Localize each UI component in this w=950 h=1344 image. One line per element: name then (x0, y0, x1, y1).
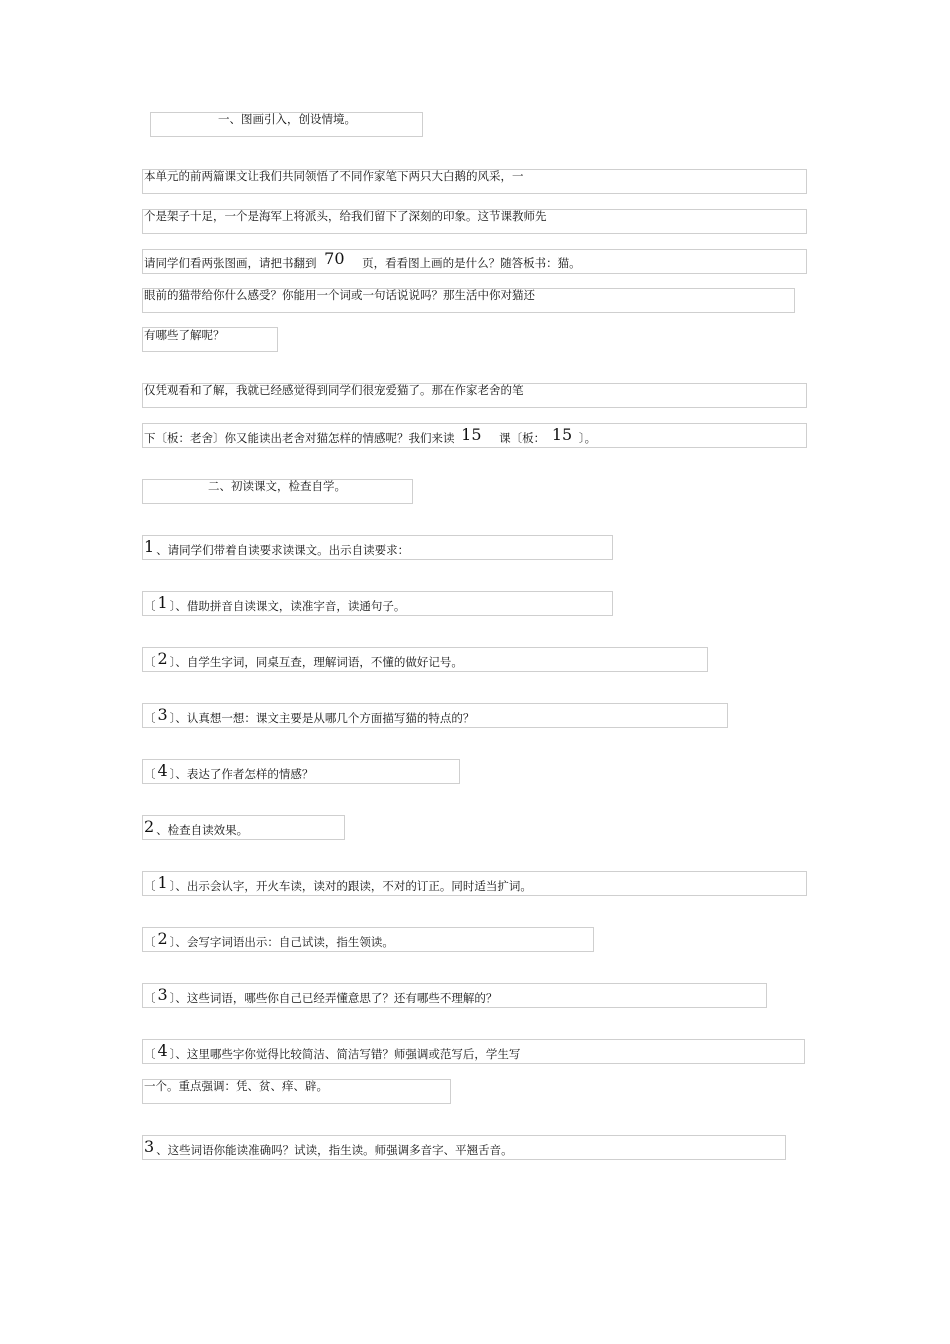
lesson-number: 15 (461, 425, 482, 444)
sub-item-number: 4 (157, 1041, 168, 1060)
paragraph-2-line-2 (144, 425, 597, 446)
item-2 (144, 817, 249, 838)
item-2-text: 、检查自读效果。 (156, 823, 249, 837)
item-3 (144, 1137, 513, 1158)
sub-item-number: 1 (157, 593, 168, 612)
sub-item-text: 〕、这些词语，哪些你自己已经弄懂意思了？还有哪些不理解的？ (169, 991, 498, 1005)
sub-item-bracket: 〔 (144, 935, 156, 949)
sub-item-text: 〕、认真想一想：课文主要是从哪几个方面描写猫的特点的？ (169, 711, 475, 725)
paragraph-1-line-1: 本单元的前两篇课文让我们共同领悟了不同作家笔下两只大白鹅的风采，一 (144, 169, 524, 183)
sub-item-number: 2 (157, 649, 168, 668)
paragraph-1-line-3 (144, 249, 581, 271)
sub-item-bracket: 〔 (144, 991, 156, 1005)
paragraph-1-line-2: 个是架子十足，一个是海军上将派头，给我们留下了深刻的印象。这节课教师先 (144, 209, 547, 223)
sub-item-number: 3 (157, 705, 168, 724)
sub-item-2-1 (144, 873, 532, 894)
board-number: 15 (551, 425, 573, 444)
sub-item-number: 4 (157, 761, 168, 780)
sub-item-bracket: 〔 (144, 711, 156, 725)
sub-item-number: 3 (157, 985, 168, 1004)
paragraph-1-line-5: 有哪些了解呢？ (144, 328, 225, 342)
sub-item-number: 2 (157, 929, 168, 948)
sub-item-2-4 (144, 1041, 521, 1062)
line-2-text-a: 下〔板：老舍〕你又能读出老舍对猫怎样的情感呢？我们来读 (144, 431, 455, 445)
sub-item-text: 〕、这里哪些字你觉得比较简洁、简洁写错？师强调或范写后，学生写 (169, 1047, 521, 1061)
section-1-heading: 一、图画引入，创设情境。 (218, 112, 356, 126)
sub-item-number: 1 (157, 873, 168, 892)
sub-item-2-4-continued: 一个。重点强调：凭、贫、痒、辟。 (144, 1079, 328, 1093)
section-2-heading: 二、初读课文，检查自学。 (208, 479, 346, 493)
sub-item-text: 〕、借助拼音自读课文，读准字音，读通句子。 (169, 599, 406, 613)
sub-item-bracket: 〔 (144, 767, 156, 781)
item-2-number: 2 (144, 817, 155, 836)
sub-item-1-1 (144, 593, 406, 614)
line-3-text-b: 页，看看图上画的是什么？随答板书：猫。 (362, 256, 581, 270)
sub-item-bracket: 〔 (144, 1047, 156, 1061)
item-3-number: 3 (144, 1137, 155, 1156)
sub-item-bracket: 〔 (144, 599, 156, 613)
line-2-text-c: 〕。 (578, 431, 597, 445)
sub-item-text: 〕、自学生字词，同桌互查，理解词语，不懂的做好记号。 (169, 655, 463, 669)
sub-item-1-3 (144, 705, 475, 726)
item-1-number: 1 (144, 537, 155, 556)
sub-item-text: 〕、表达了作者怎样的情感？ (169, 767, 314, 781)
sub-item-text: 〕、会写字词语出示：自己试读，指生领读。 (169, 935, 394, 949)
sub-item-1-4 (144, 761, 314, 782)
paragraph-1-line-4: 眼前的猫带给你什么感受？你能用一个词或一句话说说吗？那生活中你对猫还 (144, 288, 535, 302)
paragraph-2-line-1: 仅凭观看和了解，我就已经感觉得到同学们很宠爱猫了。那在作家老舍的笔 (144, 383, 524, 397)
sub-item-2-2 (144, 929, 394, 950)
item-1-text: 、请同学们带着自读要求读课文。出示自读要求： (156, 543, 410, 557)
page-number: 70 (324, 249, 345, 268)
sub-item-text: 〕、出示会认字，开火车读，读对的跟读，不对的订正。同时适当扩词。 (169, 879, 532, 893)
sub-item-2-3 (144, 985, 498, 1006)
item-3-text: 、这些词语你能读准确吗？试读，指生读。师强调多音字、平翘舌音。 (156, 1143, 513, 1157)
line-3-text-a: 请同学们看两张图画，请把书翻到 (144, 256, 317, 270)
line-2-text-b: 课〔板： (499, 431, 546, 445)
sub-item-bracket: 〔 (144, 879, 156, 893)
sub-item-1-2 (144, 649, 463, 670)
sub-item-bracket: 〔 (144, 655, 156, 669)
item-1 (144, 537, 410, 558)
